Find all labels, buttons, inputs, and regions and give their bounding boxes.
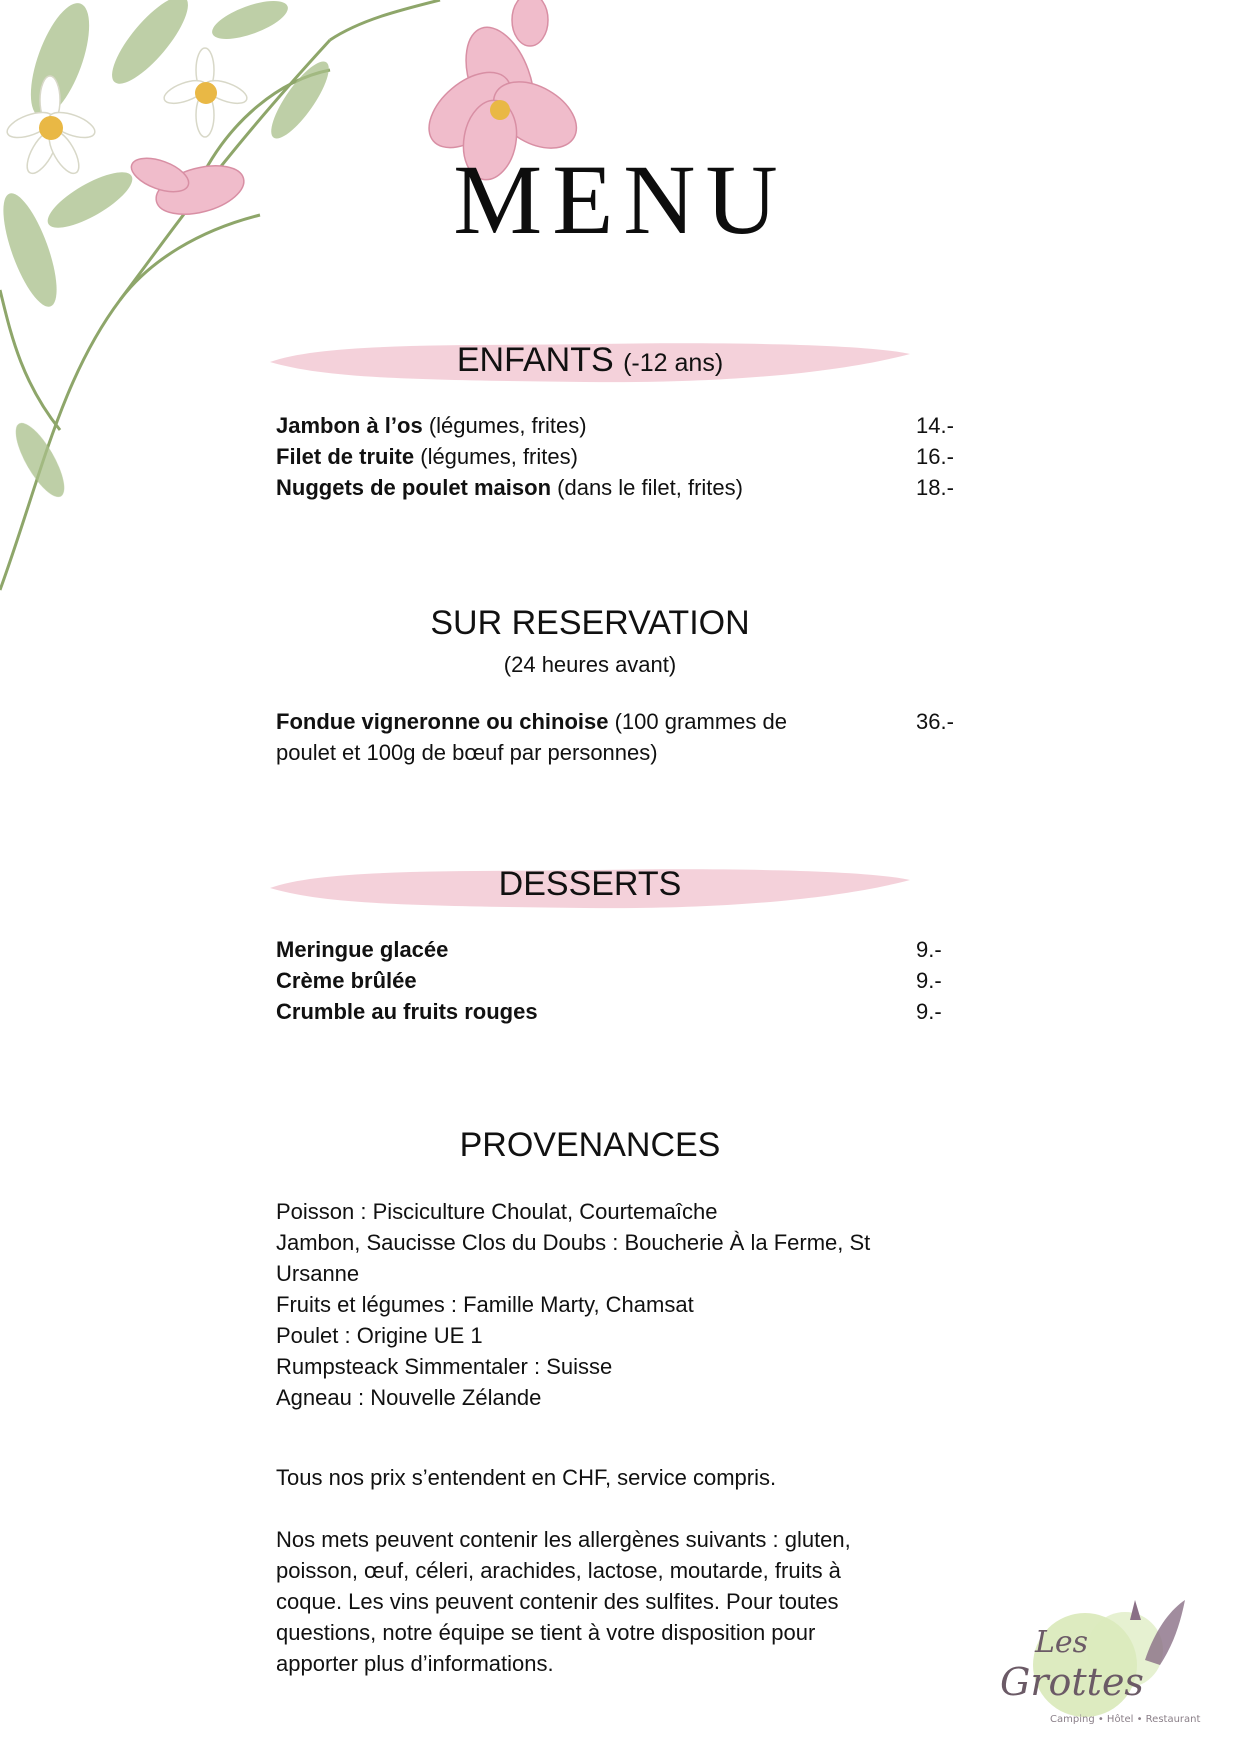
provenance-line: Fruits et légumes : Famille Marty, Chamsat xyxy=(276,1292,694,1317)
menu-item xyxy=(276,965,966,996)
item-name: Fondue vigneronne ou chinoise xyxy=(276,709,609,734)
menu-item xyxy=(276,441,966,472)
logo-line1: Les xyxy=(1035,1625,1089,1660)
allergen-note: Nos mets peuvent contenir les allergènes suivants : gluten, poisson, œuf, céleri, arachides, lactose, moutarde, fruits à coque. Les vins peuvent contenir des sulfites. Pour toutes questions, notre équipe se tient à votre disposition pour apporter plus d’informations. xyxy=(276,1527,851,1676)
desserts-list xyxy=(276,934,966,1027)
les-grottes-logo xyxy=(995,1590,1225,1750)
provenances-list xyxy=(276,1196,896,1413)
item-detail: (légumes, frites) xyxy=(414,444,578,469)
logo-tagline: Camping • Hôtel • Restaurant xyxy=(1050,1714,1201,1725)
item-price: 36.- xyxy=(916,709,954,734)
reservation-list xyxy=(276,706,966,768)
item-price: 9.- xyxy=(916,937,942,962)
reservation-subheading: (24 heures avant) xyxy=(503,652,677,677)
item-price: 14.- xyxy=(916,413,954,438)
item-name: Jambon à l’os xyxy=(276,413,423,438)
item-price: 16.- xyxy=(916,444,954,469)
menu-item xyxy=(276,996,966,1027)
item-detail: (100 grammes de poulet et 100g de bœuf par personnes) xyxy=(276,709,787,765)
menu-item xyxy=(276,472,966,503)
logo-line2: Grottes xyxy=(1000,1660,1144,1704)
section-heading-provenances: PROVENANCES xyxy=(459,1126,721,1164)
enfants-heading-text: ENFANTS xyxy=(456,341,614,379)
provenance-line: Poulet : Origine UE 1 xyxy=(276,1323,483,1348)
item-detail: (légumes, frites) xyxy=(422,413,587,438)
menu-item xyxy=(276,410,966,441)
item-name: Crumble au fruits rouges xyxy=(276,999,538,1024)
enfants-age-note: (-12 ans) xyxy=(623,349,724,377)
item-name: Meringue glacée xyxy=(276,937,449,962)
item-price: 9.- xyxy=(916,968,942,993)
menu-item xyxy=(276,934,966,965)
menu-item xyxy=(276,706,966,768)
item-name: Crème brûlée xyxy=(276,968,417,993)
enfants-list xyxy=(276,410,966,503)
item-detail: (dans le filet, frites) xyxy=(551,475,743,500)
item-price: 9.- xyxy=(916,999,942,1024)
page-title: MENU xyxy=(453,144,788,255)
item-price: 18.- xyxy=(916,475,954,500)
item-name: Nuggets de poulet maison xyxy=(276,475,552,500)
price-note: Tous nos prix s’entendent en CHF, service compris. xyxy=(276,1465,777,1490)
section-heading-reservation: SUR RESERVATION xyxy=(430,604,750,642)
provenance-line: Rumpsteack Simmentaler : Suisse xyxy=(276,1354,613,1379)
provenance-line: Poisson : Pisciculture Choulat, Courtemaîche xyxy=(276,1199,718,1224)
provenance-line: Agneau : Nouvelle Zélande xyxy=(276,1385,542,1410)
item-name: Filet de truite xyxy=(276,444,415,469)
section-heading-desserts: DESSERTS xyxy=(498,865,682,903)
floral-decoration xyxy=(0,0,600,600)
section-heading-enfants xyxy=(260,343,920,377)
provenance-line: Jambon, Saucisse Clos du Doubs : Boucherie À la Ferme, St Ursanne xyxy=(276,1230,871,1286)
